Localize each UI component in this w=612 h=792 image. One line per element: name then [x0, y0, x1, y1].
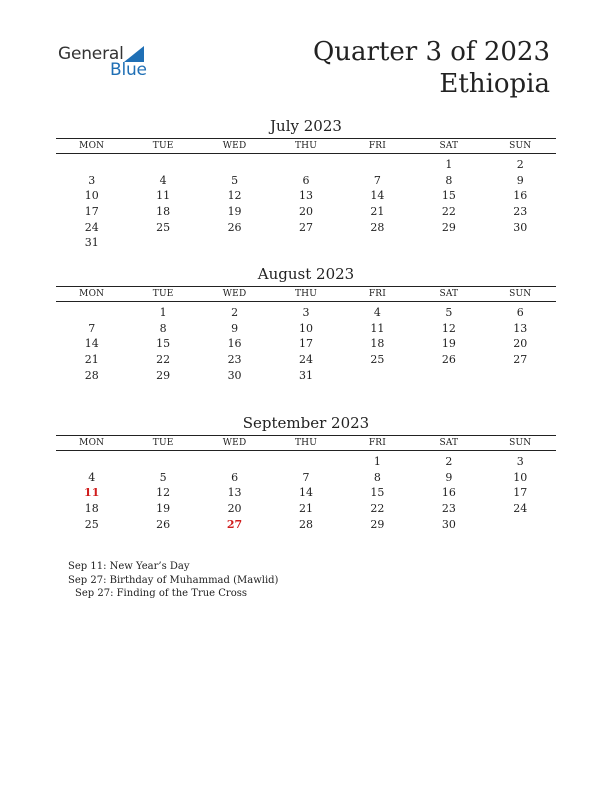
empty-day-cell [199, 157, 270, 173]
day-cell: 22 [370, 502, 385, 516]
weekday-label: SUN [509, 289, 532, 299]
empty-day-cell [56, 157, 127, 173]
day-cell: 22 [156, 353, 171, 367]
day-cell: 30 [227, 368, 242, 382]
day-cell: 2 [516, 158, 524, 171]
day-cell: 13 [513, 321, 528, 335]
day-cell: 20 [298, 205, 313, 219]
day-cell: 10 [298, 321, 313, 335]
day-cell: 17 [84, 205, 99, 219]
weekday-label: THU [294, 438, 318, 448]
day-cell: 16 [227, 337, 242, 351]
day-cell: 29 [156, 368, 171, 382]
day-cell: 5 [445, 306, 453, 319]
weekday-label: FRI [368, 141, 387, 151]
day-cell: 18 [370, 337, 385, 351]
day-cell: 2 [445, 455, 453, 468]
empty-day-cell [127, 454, 198, 470]
month-july [56, 116, 556, 251]
day-cell: 27 [298, 220, 313, 234]
day-cell: 12 [441, 321, 456, 335]
day-cell: 20 [513, 337, 528, 351]
day-cell: 1 [373, 455, 381, 468]
day-cell: 30 [441, 517, 456, 531]
day-cell: 14 [84, 337, 99, 351]
month-title: July 2023 [270, 117, 342, 135]
day-cell: 17 [298, 337, 313, 351]
day-cell: 25 [370, 353, 385, 367]
day-cell: 3 [88, 173, 96, 187]
day-cell: 2 [231, 306, 239, 319]
weekday-label: TUE [152, 141, 174, 151]
weekday-label: WED [222, 141, 247, 151]
weekday-header [56, 435, 556, 451]
weekday-label: SUN [509, 141, 532, 151]
day-cell: 26 [441, 353, 456, 367]
day-cell: 5 [231, 173, 239, 187]
weekday-label: THU [294, 141, 318, 151]
day-cell: 7 [373, 173, 381, 187]
day-cell: 4 [159, 173, 167, 187]
day-cell: 28 [84, 368, 99, 382]
generalblue-logo [58, 44, 168, 84]
month-title: September 2023 [242, 414, 370, 432]
weekday-label: MON [79, 438, 105, 448]
day-cell: 24 [513, 502, 528, 516]
title-quarter: Quarter 3 of 2023 [312, 37, 550, 67]
day-cell: 12 [156, 486, 171, 500]
day-cell: 24 [298, 353, 313, 367]
day-cell: 15 [441, 189, 456, 203]
day-cell: 21 [298, 502, 313, 516]
day-cell: 25 [84, 517, 99, 531]
day-cell: 9 [516, 173, 524, 187]
day-cell: 17 [513, 486, 528, 500]
day-cell: 29 [441, 220, 456, 234]
day-cell: 19 [441, 337, 456, 351]
day-cell: 22 [441, 205, 456, 219]
day-cell: 26 [227, 220, 242, 234]
day-cell: 25 [156, 220, 171, 234]
day-cell: 6 [516, 306, 524, 319]
weekday-label: SAT [439, 141, 459, 151]
day-cell: 14 [370, 189, 385, 203]
day-cell: 23 [441, 502, 456, 516]
day-grid [56, 305, 556, 383]
empty-day-cell [127, 157, 198, 173]
holiday-note: Sep 11: New Year’s Day [68, 561, 190, 572]
weekday-label: SAT [439, 289, 459, 299]
weekday-label: FRI [368, 289, 387, 299]
day-cell: 26 [156, 517, 171, 531]
day-cell: 11 [156, 189, 171, 203]
day-cell: 7 [88, 321, 96, 335]
logo-text-general: General [58, 44, 124, 64]
day-cell: 20 [227, 502, 242, 516]
weekday-label: THU [294, 289, 318, 299]
weekday-label: WED [222, 289, 247, 299]
day-cell: 11 [84, 486, 100, 500]
day-cell: 13 [227, 486, 242, 500]
day-cell: 31 [298, 368, 313, 382]
logo-text-blue: Blue [110, 60, 147, 80]
empty-day-cell [342, 157, 413, 173]
weekday-label: TUE [152, 289, 174, 299]
day-cell: 13 [298, 189, 313, 203]
day-cell: 10 [84, 189, 99, 203]
day-cell: 24 [84, 220, 99, 234]
empty-day-cell [56, 454, 127, 470]
weekday-label: SAT [439, 438, 459, 448]
day-cell: 10 [513, 470, 528, 484]
day-cell: 8 [159, 321, 167, 335]
holiday-note: Sep 27: Birthday of Muhammad (Mawlid) [68, 574, 279, 586]
month-september [56, 413, 556, 532]
day-cell: 18 [84, 502, 99, 516]
day-cell: 3 [302, 306, 310, 319]
day-cell: 9 [231, 321, 239, 335]
day-grid [56, 454, 556, 532]
day-cell: 28 [298, 517, 313, 531]
weekday-header [56, 138, 556, 154]
day-cell: 28 [370, 220, 385, 234]
day-cell: 15 [156, 337, 171, 351]
day-cell: 31 [84, 236, 99, 250]
day-cell: 5 [159, 470, 167, 484]
month-title: August 2023 [257, 265, 355, 283]
day-cell: 11 [370, 321, 385, 335]
day-cell: 7 [302, 470, 310, 484]
weekday-label: MON [79, 141, 105, 151]
page-title [313, 36, 550, 100]
day-cell: 23 [227, 353, 242, 367]
day-cell: 16 [441, 486, 456, 500]
weekday-label: SUN [509, 438, 532, 448]
day-cell: 1 [445, 158, 453, 171]
day-cell: 14 [298, 486, 313, 500]
day-cell: 9 [445, 470, 453, 484]
holiday-notes [68, 560, 278, 601]
day-cell: 30 [513, 220, 528, 234]
day-cell: 4 [88, 470, 96, 484]
day-cell: 6 [231, 470, 239, 484]
weekday-header [56, 286, 556, 302]
title-country: Ethiopia [439, 69, 550, 99]
day-cell: 21 [84, 353, 99, 367]
day-cell: 8 [373, 470, 381, 484]
weekday-label: FRI [368, 438, 387, 448]
day-cell: 21 [370, 205, 385, 219]
empty-day-cell [270, 157, 341, 173]
day-cell: 19 [156, 502, 171, 516]
day-cell: 1 [159, 306, 167, 319]
weekday-label: WED [222, 438, 247, 448]
day-cell: 23 [513, 205, 528, 219]
day-cell: 4 [373, 306, 381, 319]
weekday-label: MON [79, 289, 105, 299]
day-cell: 18 [156, 205, 171, 219]
empty-day-cell [270, 454, 341, 470]
day-cell: 29 [370, 517, 385, 531]
day-cell: 16 [513, 189, 528, 203]
day-cell: 15 [370, 486, 385, 500]
empty-day-cell [56, 305, 127, 321]
day-cell: 19 [227, 205, 242, 219]
day-cell: 27 [226, 517, 243, 531]
holiday-note: Sep 27: Finding of the True Cross [75, 588, 247, 599]
weekday-label: TUE [152, 438, 174, 448]
day-grid [56, 157, 556, 251]
day-cell: 12 [227, 189, 242, 203]
day-cell: 27 [513, 353, 528, 367]
month-august [56, 264, 556, 383]
empty-day-cell [199, 454, 270, 470]
day-cell: 3 [516, 455, 524, 468]
day-cell: 6 [302, 173, 310, 187]
day-cell: 8 [445, 173, 453, 187]
